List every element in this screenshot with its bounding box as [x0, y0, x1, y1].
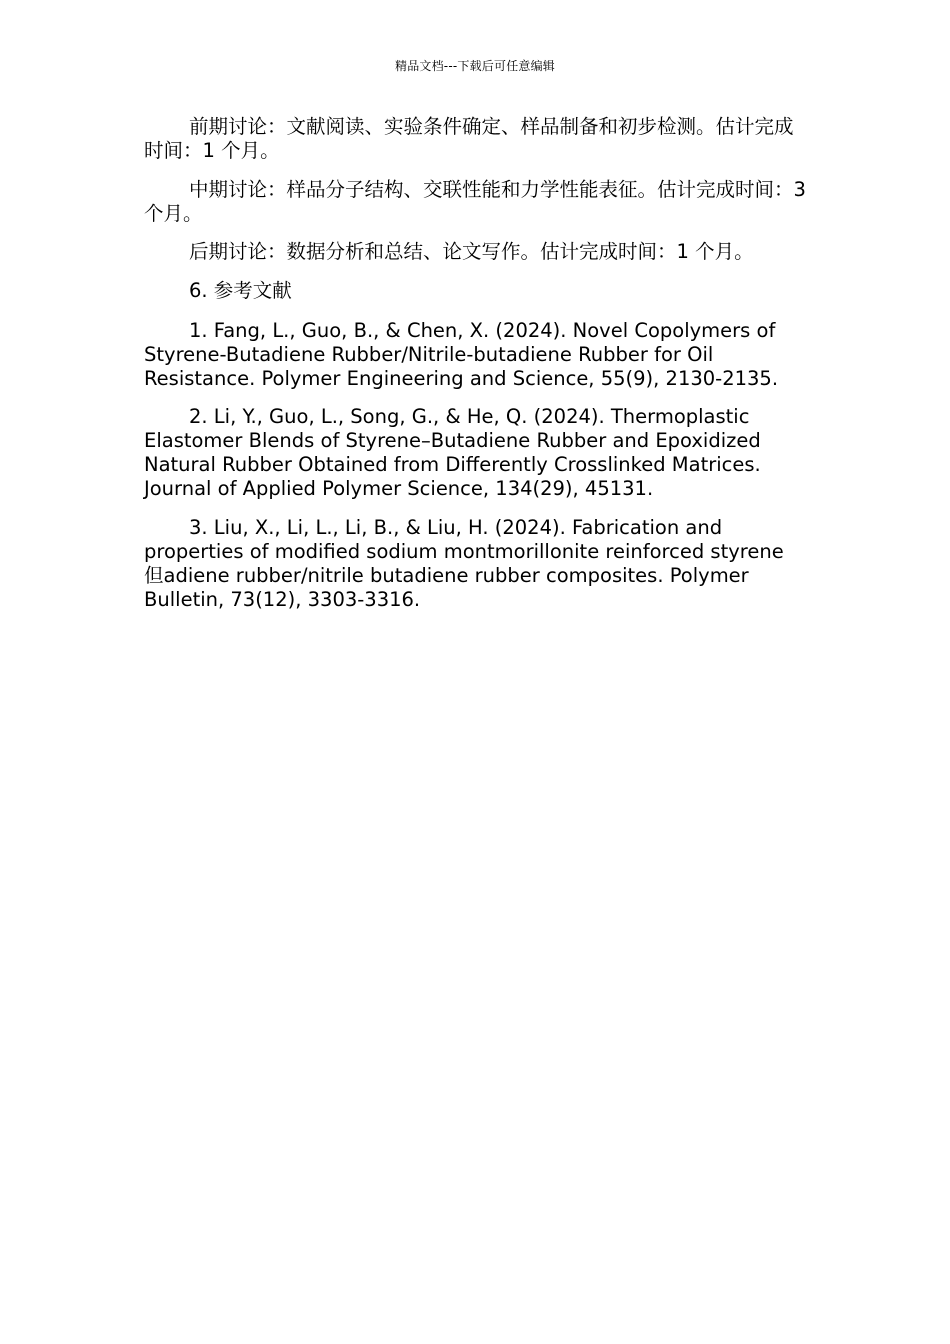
reference-item-1: 1. Fang, L., Guo, B., & Chen, X. (2024). Novel Copolymers of Styrene-Butadiene Rubber/Nitrile-butadiene Rubber for Oil Resistance. Polymer Engineering and Science, 55(9), 2130-2135.: [144, 318, 779, 390]
mid-discussion-paragraph: 中期讨论：样品分子结构、交联性能和力学性能表征。估计完成时间：3 个月。: [144, 177, 806, 225]
reference-item-3: 3. Liu, X., Li, L., Li, B., & Liu, H. (2024). Fabrication and properties of modified sodium montmorillonite reinforced styrene 但adiene rubber/nitrile butadiene rubber composites. Polymer Bulletin, 73(12), 3303-3316.: [144, 515, 784, 611]
early-discussion-paragraph: 前期讨论：文献阅读、实验条件确定、样品制备和初步检测。估计完成时间：1 个月。: [144, 115, 794, 162]
references-heading: 6. 参考文献: [189, 278, 292, 302]
late-discussion-paragraph: 后期讨论：数据分析和总结、论文写作。估计完成时间：1 个月。: [189, 240, 754, 263]
document-body: [144, 115, 806, 626]
reference-item-2: 2. Li, Y., Guo, L., Song, G., & He, Q. (2024). Thermoplastic Elastomer Blends of Styrene–Butadiene Rubber and Epoxidized Natural Rubber Obtained from Differently Crosslinked Matrices. Journal of Applied Polymer Science, 134(29), 45131.: [144, 405, 761, 500]
page-header: 精品文档---下载后可任意编辑: [395, 59, 555, 73]
